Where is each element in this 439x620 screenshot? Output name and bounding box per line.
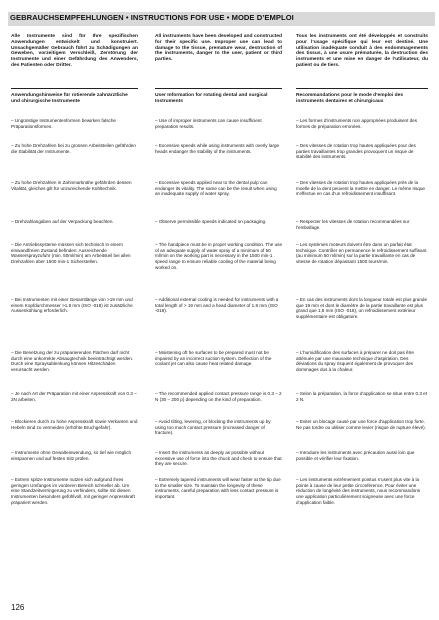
- list-item-de: – Zu hohe Drehzahlen in Zahnmarknähe gefährden dessen Vitalität, gleiches gilt für unzureichende Kühltechnik.: [11, 180, 132, 191]
- list-item-de: – Instrumente ohne Gewalteinwendung, so tief wie möglich einspannen und auf festen Sitz prüfen.: [11, 450, 132, 461]
- page-header-title: GEBRAUCHSEMPFEHLUNGEN • INSTRUCTIONS FOR USE • MODE D’EMPLOI: [10, 13, 294, 22]
- subhead-en: User Information for rotating dental and surgical Instruments: [155, 93, 268, 104]
- divider-de: [11, 88, 138, 89]
- header-bar: [8, 12, 435, 26]
- list-item-de: – Zu hohe Drehzahlen bei zu grossen Arbeitsteilen gefährden die Stabilität der Instrumente.: [11, 143, 136, 154]
- list-item-de: – Die Antriebssysteme müssen sich technisch in einem einwandfreien Zustand befinden. Ausreichende Wassersprayzufuhr (min. 50ml/min) am Arbeitsteil bei allen Drehzahlen über 1500 min-1 Sicherstellen.: [11, 242, 131, 264]
- list-item-fr: – En cas des instruments dont la longueur totale est plus grande que 19 mm et dont le diamètre de la partie travaillante est plus grand que 1,8 mm (ISO -018), un refroidissement extérieur supplémentaire est obligatoire.: [296, 297, 428, 319]
- list-item-en: – Excessive speeds applied near to the dental pulp can endanger its vitality. The same can be the result when using an inadequate supply of water spray.: [155, 180, 277, 197]
- list-item-de: – Die Benetzung der zu präparierenden Flächen darf nicht durch eine unkorrekte Absaugtechnik beeinträchtigt werden. Durch eine Spraysablenkung können Hitzeschäden verursacht werden.: [11, 350, 134, 372]
- list-item-en: – Additional external cooling is needed for instruments with a total length of > 19 mm and a head diameter of 1.8 mm (ISO -018).: [155, 297, 279, 314]
- divider-en: [155, 88, 282, 89]
- list-item-fr: – Introduire les instruments avec précaution aussi loin que possible et vérifier leur fixation.: [296, 450, 415, 461]
- list-item-de: – Extrem spitze Instrumente nutzen sich aufgrund ihres geringen Umfanges im vorderen Bereich schneller ab. Um eine Standzeitverringerung zu verhindern, sollte mit diesen Instrumenten besonders gefühlvoll, mit geringer Anpresskraft präpariert werden.: [11, 477, 135, 505]
- list-item-fr: – Les formes d’instruments non appropriées produisent des formes de préparation erronées.: [296, 118, 418, 129]
- list-item-en: – Use of improper instruments can cause insufficient preparation results.: [155, 118, 262, 129]
- list-item-fr: – Des vitesses de rotation trop hautes appliquées près de la moelle de la dent peuvent la mettre en danger. Le même risque s’effectue en cas d’un refroidissement insuffisant.: [296, 180, 425, 197]
- list-item-fr: – Des vitesses de rotation trop hautes appliquées pour des parties travaillantes trop grandes provoquent un risque de stabilité des instruments.: [296, 143, 416, 160]
- list-item-fr: – Les systèmes moteurs doivent être dans un parfait état technique. Contrôler en permanence le refroidissement suffisant (au minimum 50 ml/min) sur la partie travaillante en cas de vitesse de rotation dépassant 1500 tours/min.: [296, 242, 427, 264]
- list-item-de: – Drehzahlangaben auf der Verpackung beachten.: [11, 219, 114, 224]
- list-item-en: – Insert the instruments as deeply as possible without excessive use of force into the chuck and check to ensure that they are secure.: [155, 450, 282, 467]
- list-item-en: – The recommended applied contact pressure range is 0.3 – 2 N (30 – 200 p) depending on the kind of preparation.: [155, 391, 282, 402]
- list-item-fr: – Selon la préparation, la force d’application se situe entre 0.3 et 2 N.: [296, 391, 428, 402]
- list-item-en: – The handpiece must be in proper working condition. The use of an adequate supply of water spray of a minimum of 50 ml/min on the working part is necessary in the 1500 min-1 speed range to ensure reliable cooling of the material being worked on.: [155, 242, 283, 270]
- divider-fr: [296, 88, 428, 89]
- list-item-de: – Je nach Art der Präparation mit einer Anpresskraft von 0.3 – 2N arbeiten.: [11, 391, 137, 402]
- list-item-en: – Avoid tilting, levering, or blocking the instruments up by using too much contact pressure (increased danger of fracture).: [155, 419, 271, 436]
- list-item-fr: – Respecter les vitesses de rotation recommandées sur l’emballage.: [296, 219, 410, 230]
- list-item-fr: – Les instruments extrêmement pointus s’usent plus vite à la pointe à cause de leur petite circonférence. Pour éviter une réduction de longévité des instruments, nous recommandons une application particulièrement soigneuse avec une force d’application faible.: [296, 477, 421, 505]
- list-item-fr: – Eviter un blocage causé par une force d’application trop forte. Ne pas tordre ou utiliser comme levier (risque de rupture élevé).: [296, 419, 426, 430]
- intro-fr: Tous les instruments ont été développés et construits pour l’usage spécifique qui leur est destiné. Une utilisation inadéquate conduit à des endommagements des tissus, à une usure prématurée, la destruction des instruments et une mise en danger de l’utilisateur, du patient ou de tiers.: [296, 34, 428, 68]
- list-item-de: – Blockieren durch zu hohe Anpresskraft sowie Verkanten und Hebeln sind zu vermeiden (erhöhte Bruchgefahr).: [11, 419, 138, 430]
- list-item-de: – Bei Instrumenten mit einer Gesamtlänge von >19 mm und einem Kopfdurchmesser >1.8 mm (ISO -018) ist zusätzliche Aussenkühlung erforderlich.: [11, 297, 133, 314]
- list-item-en: – Extremely tapered instruments will wear faster at the tip due to the smaller size. To maintain the longevity of these instruments, careful preparation with less contact pressure is important.: [155, 477, 281, 499]
- page-number: 126: [11, 603, 25, 612]
- list-item-en: – Observe permissible speeds indicated on packaging.: [155, 219, 267, 224]
- subhead-de: Anwendungshinweise für rotierende zahnärztliche und chirurgische Instrumente: [11, 93, 128, 104]
- list-item-en: – Excessive speeds while using instruments with overly large heads endanger the stability of the instruments.: [155, 143, 280, 154]
- list-item-de: – Ungünstige Instrumentenformen bewirken falsche Präparationsformen.: [11, 118, 116, 129]
- intro-en: All instruments have been developed and constructed for their specific use. Improper use can lead to damage to the tissue, premature wear, destruction of the instruments, danger to the user, patient or third parties.: [155, 34, 282, 63]
- list-item-en: – Moistening oft he surfaces to be prepared must not be impaired by an incorrect suction system. Deflection of the coolant jet can also cause heat related damage.: [155, 350, 272, 367]
- list-item-fr: – L’humidification des surfaces à préparer ne doit pas être atténuée par une mauvaise technique d’aspiration. Des déviations du spray risquent également de provoquer des dommages dus à la chaleur.: [296, 350, 414, 372]
- intro-de: Alle Instrumente sind für Ihre spezifischen Anwendungen entwickelt und konstruiert. Unsachgemäßer Gebrauch führt zu Schädigungen an Geweben, vorzeitigem Verschleiß, Zerstörung der Instrumente und einer Gefährdung des Anwenders, des Patienten oder Dritter.: [11, 34, 138, 68]
- subhead-fr: Recommandations pour le mode d’emploi des instruments dentaires et chirurgicaux: [296, 93, 404, 104]
